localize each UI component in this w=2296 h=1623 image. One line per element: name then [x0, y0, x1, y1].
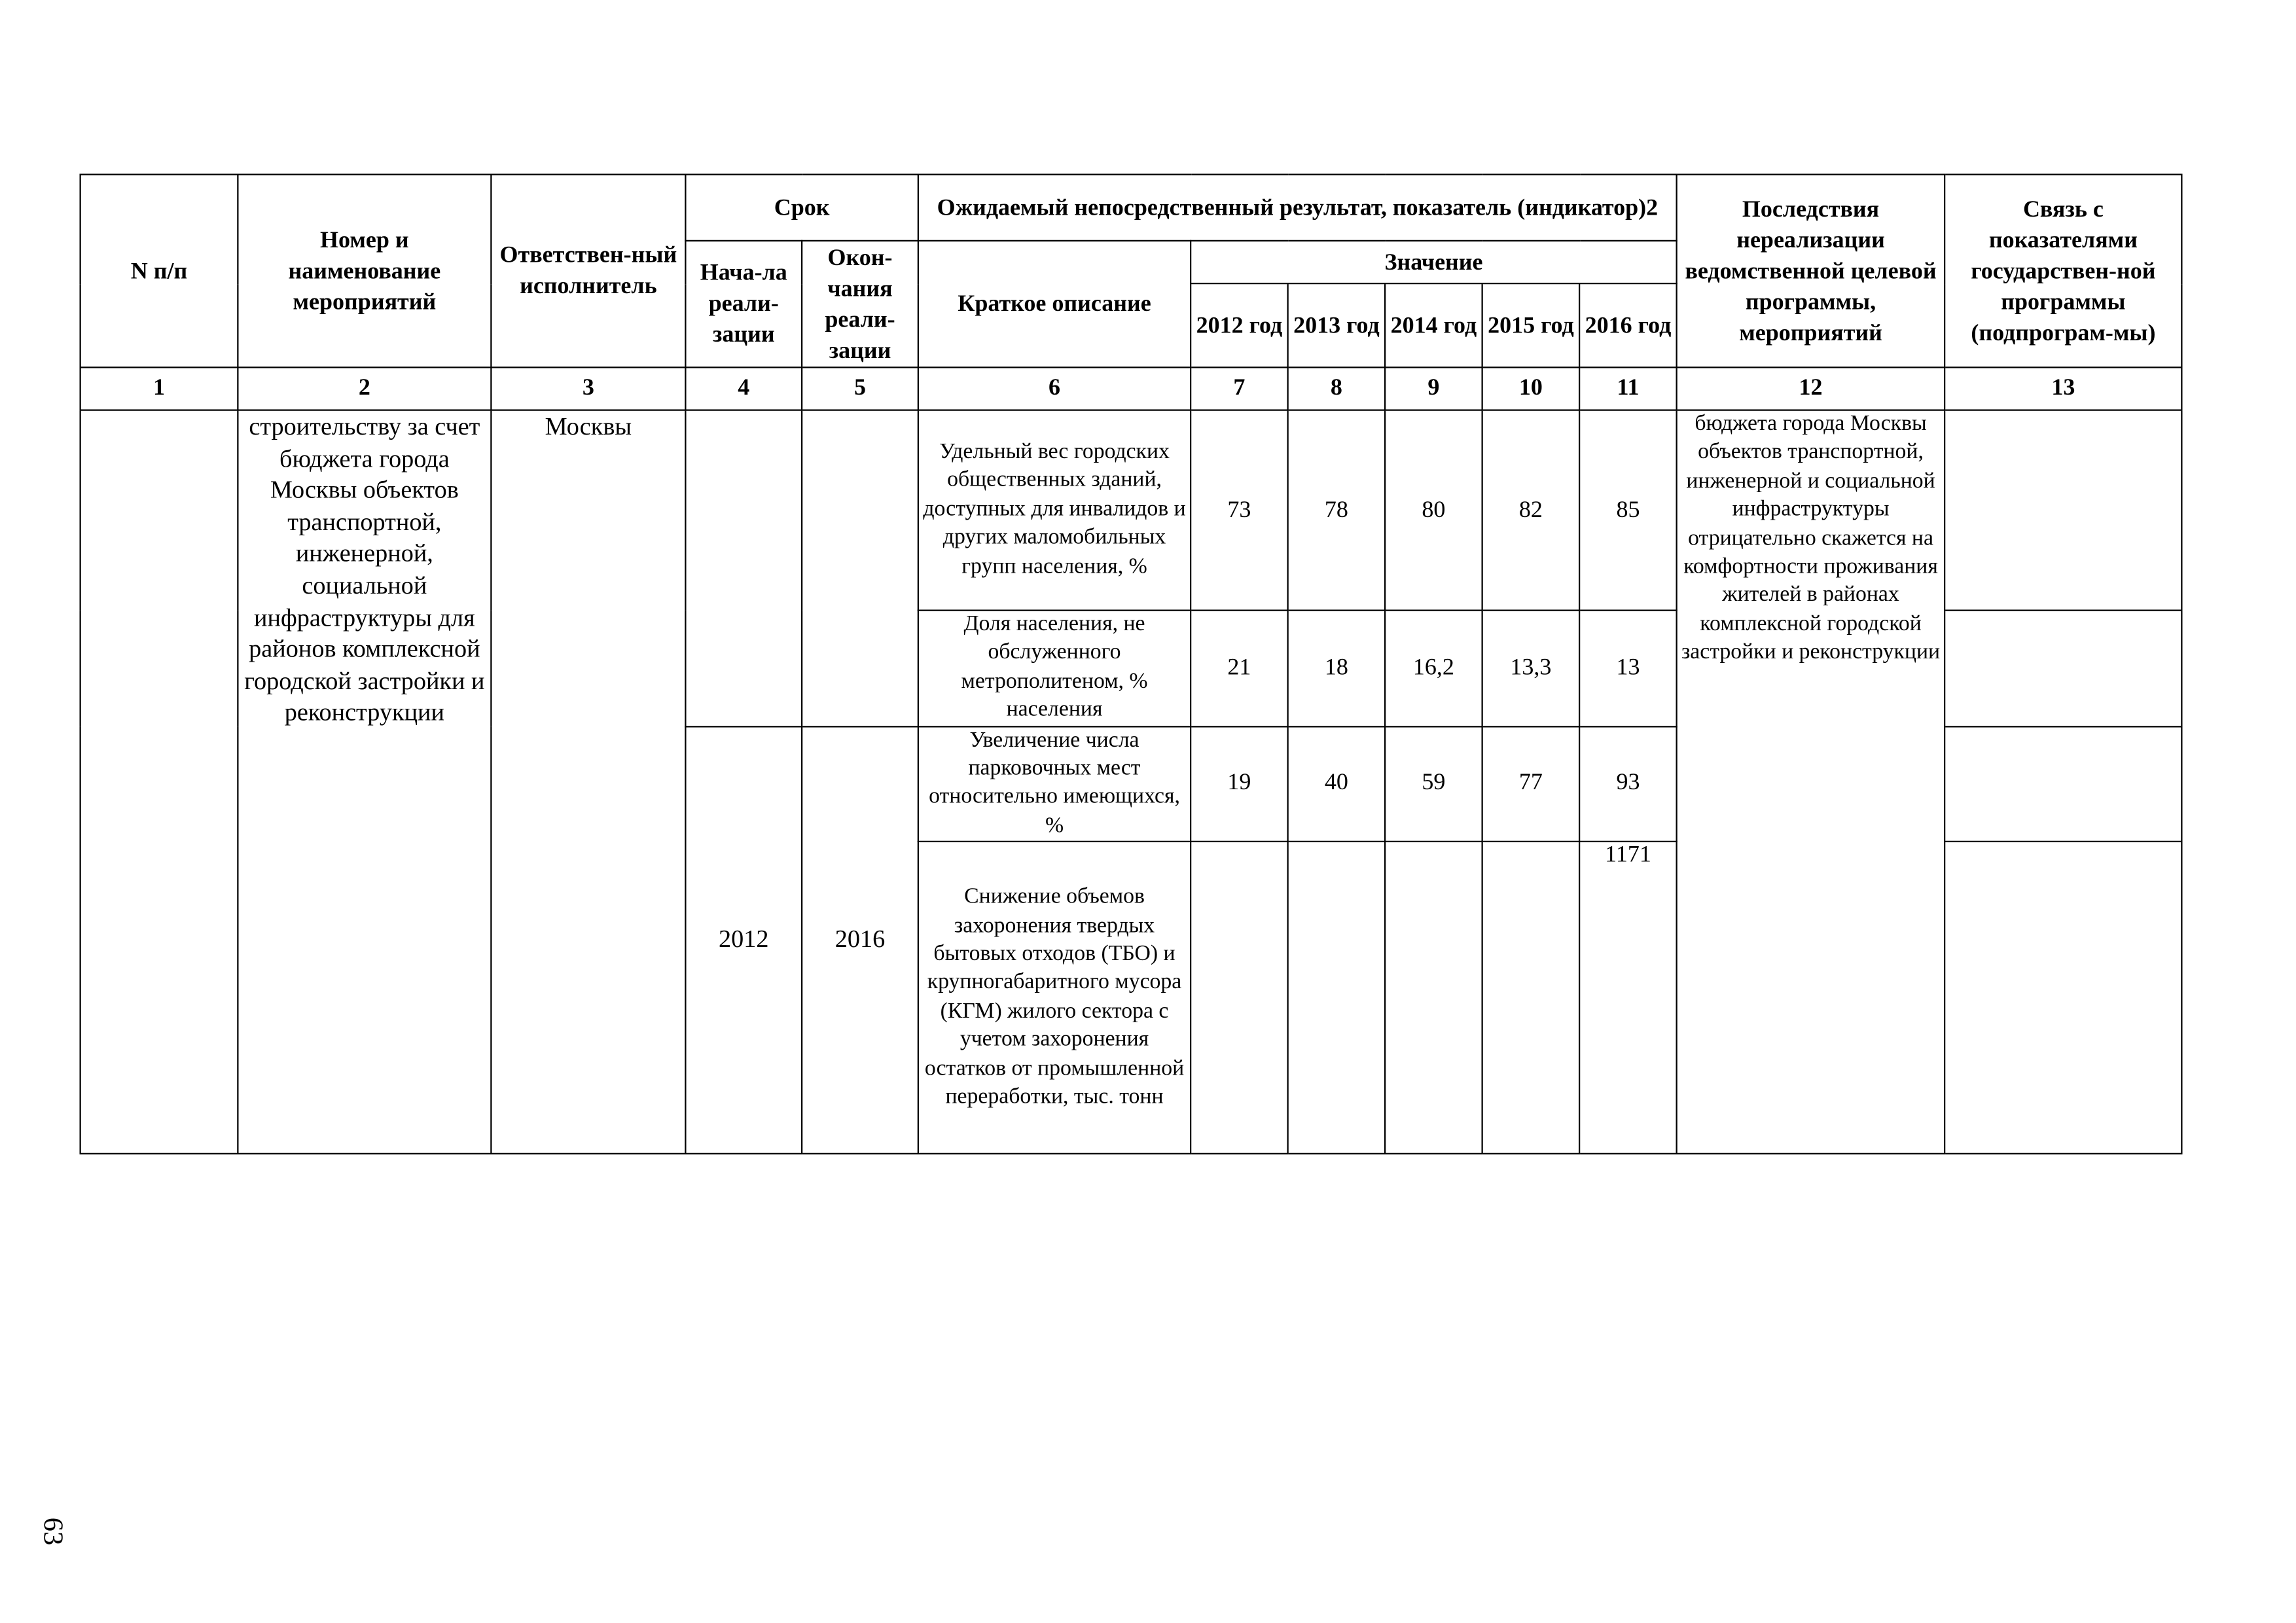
- indicator-value-2016: 93: [1579, 726, 1677, 842]
- indicator-value-2013: [1288, 842, 1386, 1154]
- header-term-start: Нача-ла реали-зации: [685, 241, 802, 368]
- indicator-value-2012: 21: [1191, 611, 1288, 726]
- header-term: Срок: [685, 175, 918, 241]
- term-end-cell: [802, 410, 918, 726]
- column-number: 13: [1945, 367, 2181, 410]
- indicator-value-2014: [1385, 842, 1482, 1154]
- indicator-description: Увеличение числа парковочных мест относительно имеющихся, %: [918, 726, 1191, 842]
- header-year-2016: 2016 год: [1579, 283, 1677, 367]
- program-link-cell: [1945, 842, 2181, 1154]
- indicator-description: Снижение объемов захоронения твердых бытовых отходов (ТБО) и крупногабаритного мусора (КГМ) жилого сектора с учетом захоронения остатков от промышленной переработки, тыс. тонн: [918, 842, 1191, 1154]
- column-number: 10: [1482, 367, 1580, 410]
- header-name: Номер и наименование мероприятий: [238, 175, 491, 368]
- header-year-2015: 2015 год: [1482, 283, 1580, 367]
- header-num: N п/п: [81, 175, 238, 368]
- indicator-value-2014: 59: [1385, 726, 1482, 842]
- indicator-value-2015: 82: [1482, 410, 1580, 611]
- indicator-value-2013: 40: [1288, 726, 1386, 842]
- indicator-value-2015: 77: [1482, 726, 1580, 842]
- column-number: 9: [1385, 367, 1482, 410]
- column-number: 5: [802, 367, 918, 410]
- header-year-2012: 2012 год: [1191, 283, 1288, 367]
- indicator-value-2016: 85: [1579, 410, 1677, 611]
- column-number: 11: [1579, 367, 1677, 410]
- indicator-value-2013: 78: [1288, 410, 1386, 611]
- term-start-cell: 2012: [685, 726, 802, 1154]
- column-number: 4: [685, 367, 802, 410]
- column-number: 1: [81, 367, 238, 410]
- program-link-cell: [1945, 410, 2181, 611]
- header-year-2013: 2013 год: [1288, 283, 1386, 367]
- column-number: 3: [491, 367, 685, 410]
- header-description: Краткое описание: [918, 241, 1191, 368]
- indicator-value-2014: 80: [1385, 410, 1482, 611]
- column-number: 6: [918, 367, 1191, 410]
- table-row: [81, 410, 2182, 611]
- indicator-value-2014: 16,2: [1385, 611, 1482, 726]
- term-end-cell: 2016: [802, 726, 918, 1154]
- program-link-cell: [1945, 611, 2181, 726]
- indicator-description: Удельный вес городских общественных зданий, доступных для инвалидов и других маломобильных групп населения, %: [918, 410, 1191, 611]
- table-body: [81, 410, 2182, 1154]
- header-year-2014: 2014 год: [1385, 283, 1482, 367]
- column-number: 8: [1288, 367, 1386, 410]
- row-number-cell: [81, 410, 238, 1154]
- indicator-value-2012: [1191, 842, 1288, 1154]
- header-link: Связь с показателями государствен-ной программы (подпрограм-мы): [1945, 175, 2181, 368]
- header-consequences: Последствия нереализации ведомственной целевой программы, мероприятий: [1677, 175, 1945, 368]
- header-term-end: Окон-чания реали-зации: [802, 241, 918, 368]
- measure-name-cell: строительству за счет бюджета города Москвы объектов транспортной, инженерной, социальной инфраструктуры для районов комплексной городской застройки и реконструкции: [238, 410, 491, 1154]
- header-value: Значение: [1191, 241, 1677, 283]
- column-number: 12: [1677, 367, 1945, 410]
- indicator-value-2016: 1171: [1579, 842, 1677, 1154]
- column-number-row: [81, 367, 2182, 410]
- program-measures-table: [80, 174, 2183, 1155]
- indicator-value-2016: 13: [1579, 611, 1677, 726]
- program-link-cell: [1945, 726, 2181, 842]
- consequences-cell: бюджета города Москвы объектов транспортной, инженерной и социальной инфраструктуры отрицательно скажется на комфортности проживания жителей в районах комплексной городской застройки и реконструкции: [1677, 410, 1945, 1154]
- header-result: Ожидаемый непосредственный результат, показатель (индикатор)2: [918, 175, 1677, 241]
- indicator-value-2013: 18: [1288, 611, 1386, 726]
- indicator-value-2012: 19: [1191, 726, 1288, 842]
- indicator-value-2012: 73: [1191, 410, 1288, 611]
- column-number: 2: [238, 367, 491, 410]
- page-number: 63: [37, 1517, 68, 1546]
- executor-cell: Москвы: [491, 410, 685, 1154]
- term-start-cell: [685, 410, 802, 726]
- indicator-value-2015: [1482, 842, 1580, 1154]
- table-header: [81, 175, 2182, 410]
- indicator-value-2015: 13,3: [1482, 611, 1580, 726]
- column-number: 7: [1191, 367, 1288, 410]
- header-executor: Ответствен-ный исполнитель: [491, 175, 685, 368]
- indicator-description: Доля населения, не обслуженного метрополитеном, % населения: [918, 611, 1191, 726]
